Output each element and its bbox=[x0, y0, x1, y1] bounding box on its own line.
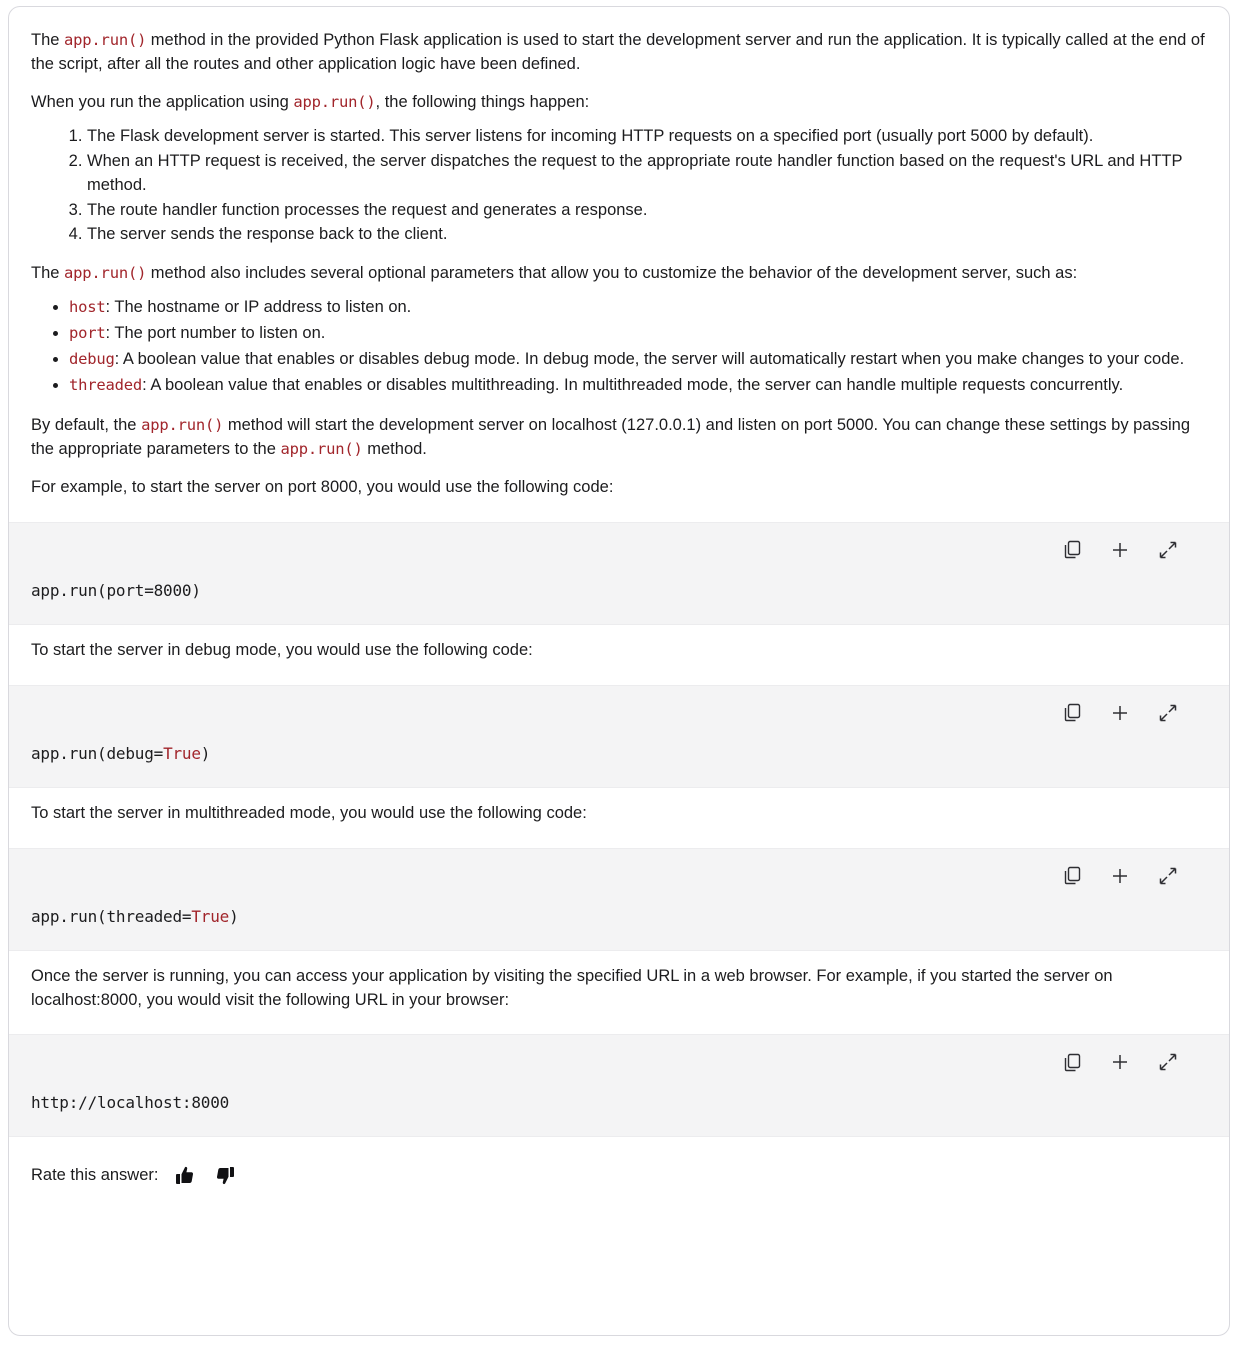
plus-icon[interactable] bbox=[1109, 539, 1131, 561]
paragraph-happens-text-a: When you run the application using bbox=[31, 92, 294, 111]
inline-code-app-run: app.run() bbox=[64, 31, 147, 49]
expand-icon[interactable] bbox=[1157, 702, 1179, 724]
plus-icon[interactable] bbox=[1109, 1051, 1131, 1073]
list-item: 2. When an HTTP request is received, the server dispatches the request to the appropriate route handler function based on the request's URL and HTTP method. bbox=[87, 150, 1207, 199]
paragraph-example-threaded: To start the server in multithreaded mode, you would use the following code: bbox=[31, 803, 587, 822]
paragraph-defaults-text-a: By default, the bbox=[31, 415, 142, 434]
paragraph-intro-text-b: method in the provided Python Flask application is used to start the development server and run the application. It is typically called at the end of the script, after all the routes and other application logic have been defined. bbox=[31, 31, 1205, 73]
list-item: 3. The route handler function processes the request and generates a response. bbox=[87, 199, 1207, 224]
code-content[interactable] bbox=[9, 726, 1229, 787]
paragraph-intro-text-a: The bbox=[31, 31, 65, 49]
code-toolbar bbox=[9, 686, 1229, 726]
param-name-threaded: threaded bbox=[69, 376, 143, 395]
thumbs-up-icon[interactable] bbox=[172, 1163, 198, 1187]
paragraph-optional-params bbox=[9, 248, 1229, 286]
paragraph-defaults-text-b: method will start the development server on localhost (127.0.0.1) and listen on port 5000. You can change these settings by passing the appropriate parameters to the bbox=[31, 415, 1191, 458]
rating-label: Rate this answer: bbox=[31, 1165, 159, 1184]
expand-icon[interactable] bbox=[1157, 865, 1179, 887]
code-post: ) bbox=[200, 743, 211, 763]
paragraph-defaults bbox=[9, 400, 1229, 462]
paragraph-intro bbox=[9, 7, 1229, 77]
paragraph-optional-text-b: method also includes several optional parameters that allow you to customize the behavior of the development server, such as: bbox=[146, 264, 1078, 283]
code-pre: app.run(port=8000) bbox=[31, 580, 201, 600]
param-desc-debug: : A boolean value that enables or disables debug mode. In debug mode, the server will automatically restart when you make changes to your code. bbox=[114, 350, 1185, 369]
list-item bbox=[69, 322, 1207, 348]
plus-icon[interactable] bbox=[1109, 702, 1131, 724]
code-toolbar bbox=[9, 1035, 1229, 1075]
paragraph-example-debug: To start the server in debug mode, you would use the following code: bbox=[31, 640, 533, 659]
paragraph-defaults-text-c: method. bbox=[362, 439, 427, 458]
plus-icon[interactable] bbox=[1109, 865, 1131, 887]
param-desc-threaded: : A boolean value that enables or disables multithreading. In multithreaded mode, the server can handle multiple requests concurrently. bbox=[142, 376, 1124, 395]
code-content[interactable] bbox=[9, 1075, 1229, 1136]
expand-icon[interactable] bbox=[1157, 1051, 1179, 1073]
param-desc-port: : The port number to listen on. bbox=[105, 324, 326, 343]
list-item bbox=[69, 296, 1207, 322]
paragraph-access-url: Once the server is running, you can access your application by visiting the specified URL in a web browser. For example, if you started the server on localhost:8000, you would visit the following URL in your browser: bbox=[31, 966, 1113, 1009]
code-pre: app.run(threaded= bbox=[31, 906, 192, 926]
paragraph-happens bbox=[9, 77, 1229, 115]
paragraph-happens-text-b: , the following things happen: bbox=[375, 92, 590, 111]
code-post: ) bbox=[229, 906, 239, 926]
code-content[interactable] bbox=[9, 563, 1229, 624]
param-name-port: port bbox=[69, 324, 106, 343]
list-item bbox=[69, 348, 1207, 374]
code-toolbar bbox=[9, 523, 1229, 563]
inline-code-app-run-3: app.run() bbox=[64, 264, 147, 283]
code-keyword: True bbox=[163, 743, 201, 763]
code-block-threaded bbox=[9, 848, 1229, 951]
paragraph-optional-text-a: The bbox=[31, 264, 65, 283]
param-name-host: host bbox=[69, 298, 106, 317]
inline-code-app-run-4: app.run() bbox=[141, 415, 224, 434]
code-block-port bbox=[9, 522, 1229, 625]
copy-icon[interactable] bbox=[1061, 865, 1083, 887]
thumbs-down-icon[interactable] bbox=[212, 1163, 238, 1187]
code-pre: http://localhost:8000 bbox=[31, 1093, 230, 1113]
list-item bbox=[69, 374, 1207, 400]
code-block-debug bbox=[9, 685, 1229, 788]
copy-icon[interactable] bbox=[1061, 1051, 1083, 1073]
paragraph-example-port: For example, to start the server on port 8000, you would use the following code: bbox=[31, 477, 614, 496]
steps-list bbox=[9, 125, 1229, 249]
expand-icon[interactable] bbox=[1157, 539, 1179, 561]
answer-body bbox=[9, 7, 1229, 1207]
param-name-debug: debug bbox=[69, 350, 115, 369]
code-block-url bbox=[9, 1034, 1229, 1137]
code-pre: app.run(debug= bbox=[31, 743, 164, 763]
params-list bbox=[9, 296, 1229, 400]
inline-code-app-run-5: app.run() bbox=[280, 439, 363, 458]
list-item: 1. The Flask development server is started. This server listens for incoming HTTP requests on a specified port (usually port 5000 by default). bbox=[87, 125, 1207, 150]
rating-row bbox=[9, 1137, 1229, 1207]
answer-card bbox=[8, 6, 1230, 1336]
code-toolbar bbox=[9, 849, 1229, 889]
param-desc-host: : The hostname or IP address to listen on. bbox=[105, 298, 412, 317]
copy-icon[interactable] bbox=[1061, 702, 1083, 724]
code-content[interactable] bbox=[9, 889, 1229, 950]
inline-code-app-run-2: app.run() bbox=[293, 92, 376, 111]
list-item: 4. The server sends the response back to the client. bbox=[87, 223, 1207, 248]
code-keyword: True bbox=[191, 906, 230, 926]
copy-icon[interactable] bbox=[1061, 539, 1083, 561]
